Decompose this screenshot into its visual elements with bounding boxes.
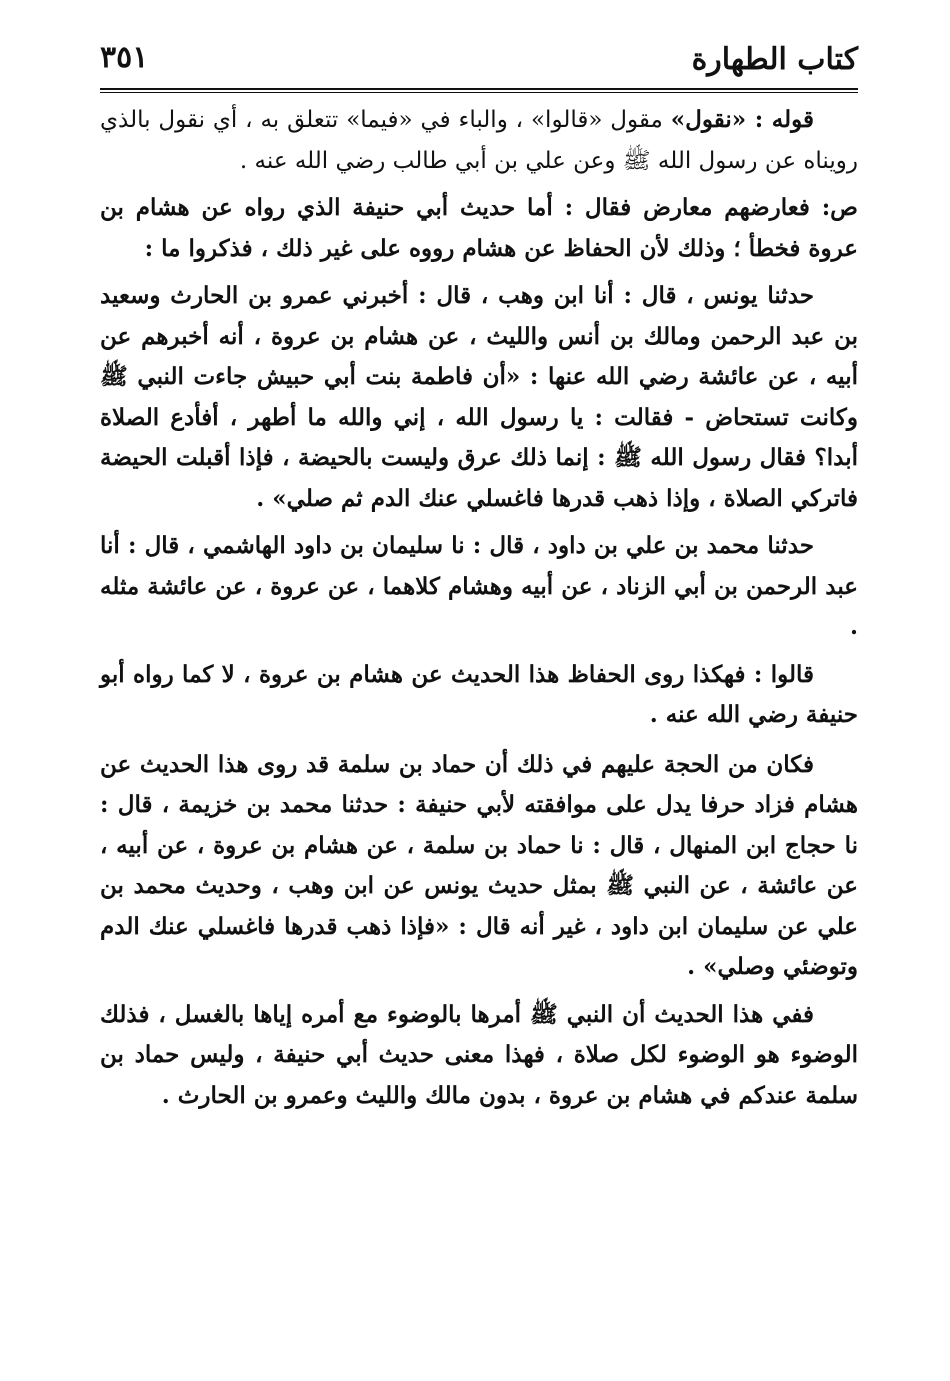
body-text [100,100,858,1116]
paragraph-hadith-2 [100,526,858,648]
page-number: ٣٥١ [100,40,149,75]
paragraph-text: فكان من الحجة عليهم في ذلك أن حماد بن سلمة قد روى هذا الحديث عن هشام فزاد حرفا يدل على موافقته لأبي حنيفة : حدثنا محمد بن خزيمة ، قال : نا حجاج ابن المنهال ، قال : نا حماد بن سلمة ، عن هشام بن عروة ، عن أبيه ، عن عائشة ، عن النبي ﷺ بمثل حديث يونس عن ابن وهب ، وحديث محمد بن علي عن سليمان ابن داود ، غير أنه قال : «فإذا ذهب قدرها فاغسلي عنك الدم وتوضئي وصلي» . [100,750,858,980]
paragraph-conclusion [100,655,858,736]
paragraph-text: مقول «قالوا» ، والباء في «فيما» تتعلق به ، أي نقول بالذي رويناه عن رسول الله ﷺ وعن علي بن أبي طالب رضي الله عنه . [100,107,858,174]
paragraph-text: حدثنا محمد بن علي بن داود ، قال : نا سليمان بن داود الهاشمي ، قال : أنا عبد الرحمن بن أبي الزناد ، عن أبيه وهشام كلاهما ، عن عروة ، عن عائشة مثله . [100,532,858,640]
paragraph-commentary [100,100,858,181]
paragraph-text: حدثنا يونس ، قال : أنا ابن وهب ، قال : أخبرني عمرو بن الحارث وسعيد بن عبد الرحمن ومالك بن أنس والليث ، عن هشام بن عروة ، أنه أخبرهم عن أبيه ، عن عائشة رضي الله عنها : «أن فاطمة بنت أبي حبيش جاءت النبي ﷺ وكانت تستحاض - فقالت : يا رسول الله ، إني والله ما أطهر ، أفأدع الصلاة أبدا؟ فقال رسول الله ﷺ : إنما ذلك عرق وليست بالحيضة ، فإذا أقبلت الحيضة فاتركي الصلاة ، وإذا ذهب قدرها فاغسلي عنك الدم ثم صلي» . [100,282,858,512]
paragraph-hadith-1 [100,276,858,519]
paragraph-source-text [100,188,858,269]
quoted-term: قوله : «نقول» [670,106,814,133]
paragraph-text: ففي هذا الحديث أن النبي ﷺ أمرها بالوضوء مع أمره إياها بالغسل ، فذلك الوضوء هو الوضوء لكل صلاة ، فهذا معنى حديث أبي حنيفة ، وليس حماد بن سلمة عندكم في هشام بن عروة ، بدون مالك والليث وعمرو بن الحارث . [100,1000,858,1109]
book-title: كتاب الطهارة [691,42,858,77]
paragraph-counter-argument [100,745,858,988]
paragraph-text: فعارضهم معارض فقال : أما حديث أبي حنيفة الذي رواه عن هشام بن عروة فخطأ ؛ وذلك لأن الحفاظ عن هشام رووه على غير ذلك ، فذكروا ما : [100,194,858,262]
header-rule [100,88,858,93]
source-marker: ص: [809,194,858,221]
paragraph-analysis [100,995,858,1117]
paragraph-text: قالوا : فهكذا روى الحفاظ هذا الحديث عن هشام بن عروة ، لا كما رواه أبو حنيفة رضي الله عنه . [100,660,858,728]
running-header [100,38,858,88]
